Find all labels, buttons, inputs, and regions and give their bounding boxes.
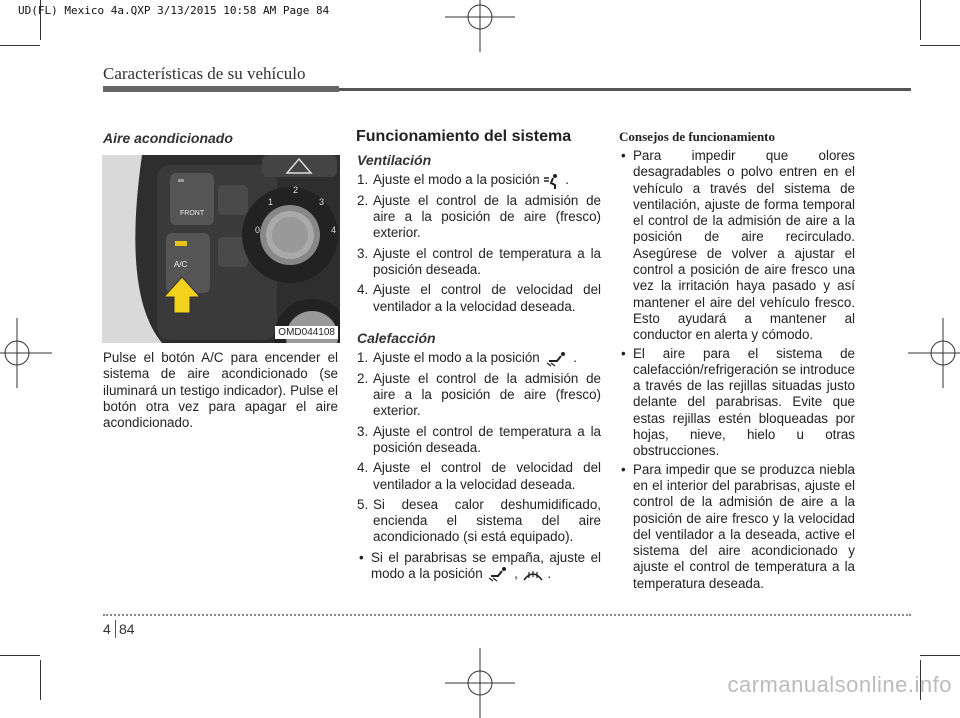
section-heading: Funcionamiento del sistema [356, 128, 572, 145]
bullet: • [621, 148, 626, 163]
step-number: 3. [357, 423, 369, 439]
running-title: Características de su vehículo [103, 64, 306, 83]
step-number: 5. [357, 496, 369, 512]
step-text: Ajuste el control de temperatura a la posición deseada. [373, 245, 601, 277]
step-text: Ajuste el control de la admisión de aire a la posición de aire (fresco) exterior. [373, 370, 601, 419]
fan-scale-label: 0 [255, 225, 261, 235]
list-item [357, 282, 601, 315]
list-item [357, 350, 601, 366]
bullet-text: . [547, 566, 552, 582]
subheading: Calefacción [357, 330, 436, 346]
fan-scale-label: 3 [319, 197, 325, 207]
step-number: 4. [357, 282, 369, 298]
crop-mark [0, 655, 40, 656]
step-text: Ajuste el control de temperatura a la posición deseada. [373, 423, 601, 455]
list-item [357, 550, 601, 583]
section-heading: Consejos de funcionamiento [619, 129, 776, 144]
tip-text: El aire para el sistema de calefacción/refrigeración se introduce a través de las rejillas situadas justo delante del parabrisas. Evite que estas rejillas estén bloqueadas por hojas, nieve, hielo u otras obstrucciones. [633, 345, 855, 459]
list-item [357, 172, 601, 188]
floor-defrost-icon [486, 566, 510, 582]
crop-mark [920, 45, 960, 46]
list-item [357, 424, 601, 457]
step-number: 4. [357, 460, 369, 476]
tip-text: Para impedir que olores desagradables o polvo entren en el vehículo a través del sistema de ventilación, ajuste de forma temporal el control de la admisión de aire a la posición de aire recirculado. Asegúrese de volver a ajustar el control a posición de aire fresco una vez la irritación haya pasado y así mantener el aire del vehículo fresco. Esto ayudará a mantener al conductor en alerta y cómodo. [633, 148, 855, 343]
crop-mark [40, 660, 41, 700]
step-text: Ajuste el modo a la posición [373, 172, 540, 188]
floor-vent-icon [543, 351, 569, 367]
front-button-label: FRONT [180, 210, 205, 217]
ac-panel-figure [102, 155, 340, 343]
list-item [357, 371, 601, 420]
bullet-text: Si el parabrisas se empaña, ajuste el modo a la posición [371, 549, 601, 582]
ac-panel-illustration [102, 155, 340, 343]
registration-mark-icon [445, 0, 515, 52]
figure-code: OMD044108 [275, 326, 338, 339]
heating-section [357, 330, 601, 584]
registration-mark-icon [0, 318, 52, 388]
step-number: 3. [357, 245, 369, 261]
fan-scale-label: 1 [268, 197, 274, 207]
bullet: • [359, 549, 364, 565]
page-separator [115, 620, 116, 638]
step-text: Ajuste el modo a la posición [373, 350, 540, 366]
list-item [357, 193, 601, 242]
step-text: Ajuste el control de velocidad del ventilador a la velocidad deseada. [373, 460, 601, 492]
list-item [619, 462, 855, 592]
subheading: Ventilación [357, 152, 432, 168]
vent-face-icon [543, 173, 561, 189]
bullet: • [621, 345, 626, 361]
step-text: Ajuste el control de velocidad del ventilador a la velocidad deseada. [373, 282, 601, 314]
list-item [357, 460, 601, 493]
bullet: • [621, 461, 626, 477]
step-number: 1. [357, 350, 369, 366]
step-text: . [565, 172, 569, 188]
tips-section [619, 148, 855, 594]
registration-mark-icon [445, 648, 515, 718]
ventilation-section [357, 152, 601, 319]
registration-mark-icon [908, 318, 960, 388]
fan-scale-label: 2 [293, 185, 299, 195]
list-item [357, 497, 601, 546]
title-rule-accent [103, 86, 339, 92]
ac-button-label: A/C [174, 260, 188, 269]
page-number: 84 [119, 621, 135, 637]
step-number: 1. [357, 172, 369, 188]
ac-paragraph: Pulse el botón A/C para encender el sistema de aire acondicionado (se iluminará un testigo indicador). Pulse el botón otra vez para apagar el aire acondicionado. [103, 350, 338, 431]
section-heading: Aire acondicionado [103, 130, 233, 146]
list-item [619, 148, 855, 344]
step-text: . [573, 350, 577, 366]
fan-scale-label: 4 [331, 225, 337, 235]
step-number: 2. [357, 192, 369, 208]
step-number: 2. [357, 370, 369, 386]
watermark: carmanualsonline.info [727, 672, 952, 697]
crop-mark [0, 45, 40, 46]
step-text: Ajuste el control de la admisión de aire a la posición de aire (fresco) exterior. [373, 192, 601, 241]
footer-rule [103, 614, 911, 616]
list-item [619, 346, 855, 460]
defrost-icon [522, 566, 544, 582]
step-text: Si desea calor deshumidificado, encienda el sistema del aire acondicionado (si está equipado). [373, 496, 601, 545]
bullet-text: , [514, 566, 518, 582]
section-number: 4 [103, 621, 111, 637]
list-item [357, 246, 601, 279]
tip-text: Para impedir que se produzca niebla en el interior del parabrisas, ajuste el control de la admisión de aire a la posición de aire fresco y la velocidad del ventilador a la deseada, active el sistema del aire acondicionado y ajuste el control de temperatura a la temperatura deseada. [633, 461, 855, 591]
crop-mark [920, 655, 960, 656]
crop-mark [920, 0, 921, 40]
print-slug: UD(FL) Mexico 4a.QXP 3/13/2015 10:58 AM Page 84 [18, 4, 330, 17]
